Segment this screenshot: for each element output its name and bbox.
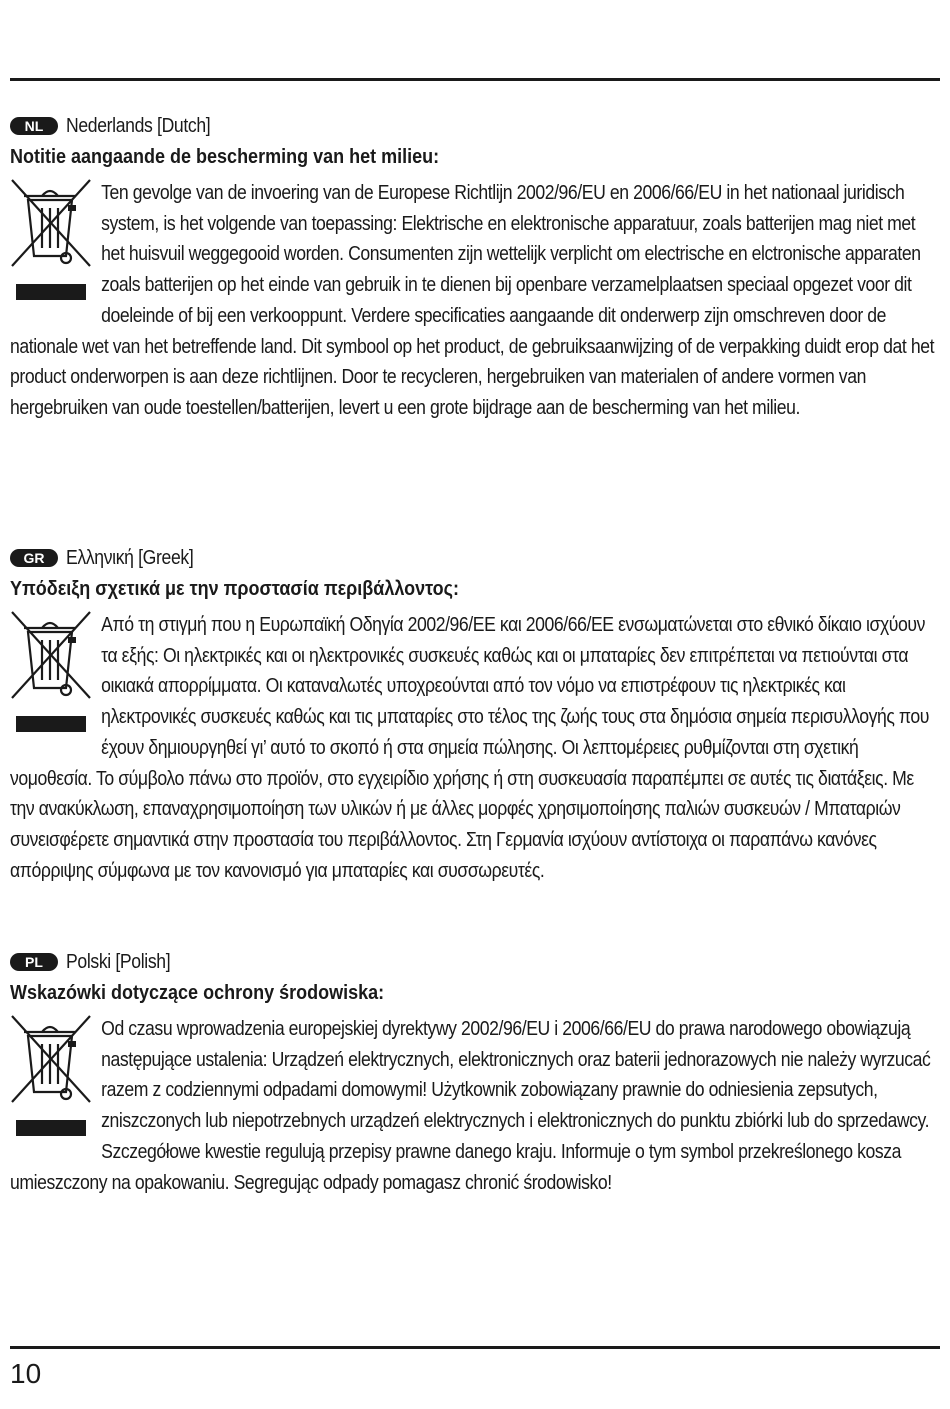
bottom-rule [10,1346,940,1349]
section-heading: Υπόδειξη σχετικά με την προστασία περιβάλλοντος: [10,578,460,600]
language-name: Ελληνική [Greek] [66,546,194,569]
language-name: Nederlands [Dutch] [66,114,211,137]
section-heading: Wskazówki dotyczące ochrony środowiska: [10,982,385,1004]
language-line [10,546,935,570]
language-badge: PL [10,953,58,971]
section-body: Ten gevolge van de invoering van de Europese Richtlijn 2002/96/EU en 2006/66/EU in het nationaal juridisch system, is het volgende van toepassing: Elektrische en elektronische apparatuur, zoals batterijen mag niet met het huisvuil weggegooid worden. Consumenten zijn wettelijk verplicht om electrische en elctronische apparaten zoals batterijen op het einde van gebruik in te dienen bij openbare verzamelplaatsen speciaal opgezet voor dit doeleinde of bij een verkooppunt. Verdere specificaties aangaande dit onderwerp zijn omschreven door de nationale wet van het betreffende land. Dit symbool op het product, de gebruiksaanwijzing of de verpakking duidt erop dat het product onderworpen is aan deze richtlijnen. Door te recycleren, hergebruiken van materialen of andere vormen van hergebruiken van oude toestellen/batterijen, levert u een grote bijdrage aan de bescherming van het milieu. [10,181,935,419]
language-name: Polski [Polish] [66,950,171,973]
language-line [10,950,935,974]
language-line [10,114,935,138]
language-badge: NL [10,117,58,135]
section-body: Od czasu wprowadzenia europejskiej dyrektywy 2002/96/EU i 2006/66/EU do prawa narodowego obowiązują następujące ustalenia: Urządzeń elektrycznych, elektronicznych oraz baterii jednorazowych nie należy wyrzucać razem z codziennymi odpadami domowymi! Użytkownik zobowiązany prawnie do odniesienia zepsutych, zniszczonych lub niepotrzebnych urządzeń elektrycznych i elektronicznych do punktu zbiórki lub do sprzedawcy. Szczegółowe kwestie regulują przepisy prawne danego kraju. Informuje o tym symbol przekreślonego kosza umieszczony na opakowaniu. Segregując odpady pomagasz chronić środowisko! [10,1017,931,1194]
section-greek [10,546,935,886]
section-body: Από τη στιγμή που η Ευρωπαϊκή Οδηγία 2002/96/ΕE και 2006/66/EE ενσωματώνεται στο εθνικό δίκαιο ισχύουν τα εξής: Οι ηλεκτρικές και οι ηλεκτρονικές συσκευές καθώς και οι μπαταρίες δεν επιτρέπεται να πετιούνται στα οικιακά απορρίμματα. Οι καταναλωτές υποχρεούνται από τον νόμο να επιστρέφουν τις ηλεκτρικές και ηλεκτρονικές συσκευές καθώς και τις μπαταρίες στο τέλος της ζωής τους στα δημόσια σημεία περισυλλογής που έχουν δημιουργηθεί γι’ αυτό το σκοπό ή στα σημεία πώλησης. Οι λεπτομέρειες ρυθμίζονται στη σχετική νομοθεσία. Το σύμβολο πάνω στο προϊόν, στο εγχειρίδιο χρήσης ή στη συσκευασία παραπέμπει σε αυτές τις διατάξεις. Με την ανακύκλωση, επαναχρησιμοποίηση των υλικών ή με άλλες μορφές χρησιμοποίησης παλιών συσκευών / Μπαταριών συνεισφέρετε σημαντικά στην προστασία του περιβάλλοντος. Στη Γερμανία ισχύουν αντίστοιχα οι παραπάνω κανόνες απόρριψης σύμφωνα με τον κανονισμό για μπαταρίες και συσσωρευτές. [10,613,929,882]
section-dutch [10,114,935,424]
section-heading: Notitie aangaande de bescherming van het milieu: [10,146,440,168]
page-number: 10 [10,1358,42,1389]
section-polish [10,950,935,1198]
top-rule [10,78,940,81]
language-badge: GR [10,549,58,567]
